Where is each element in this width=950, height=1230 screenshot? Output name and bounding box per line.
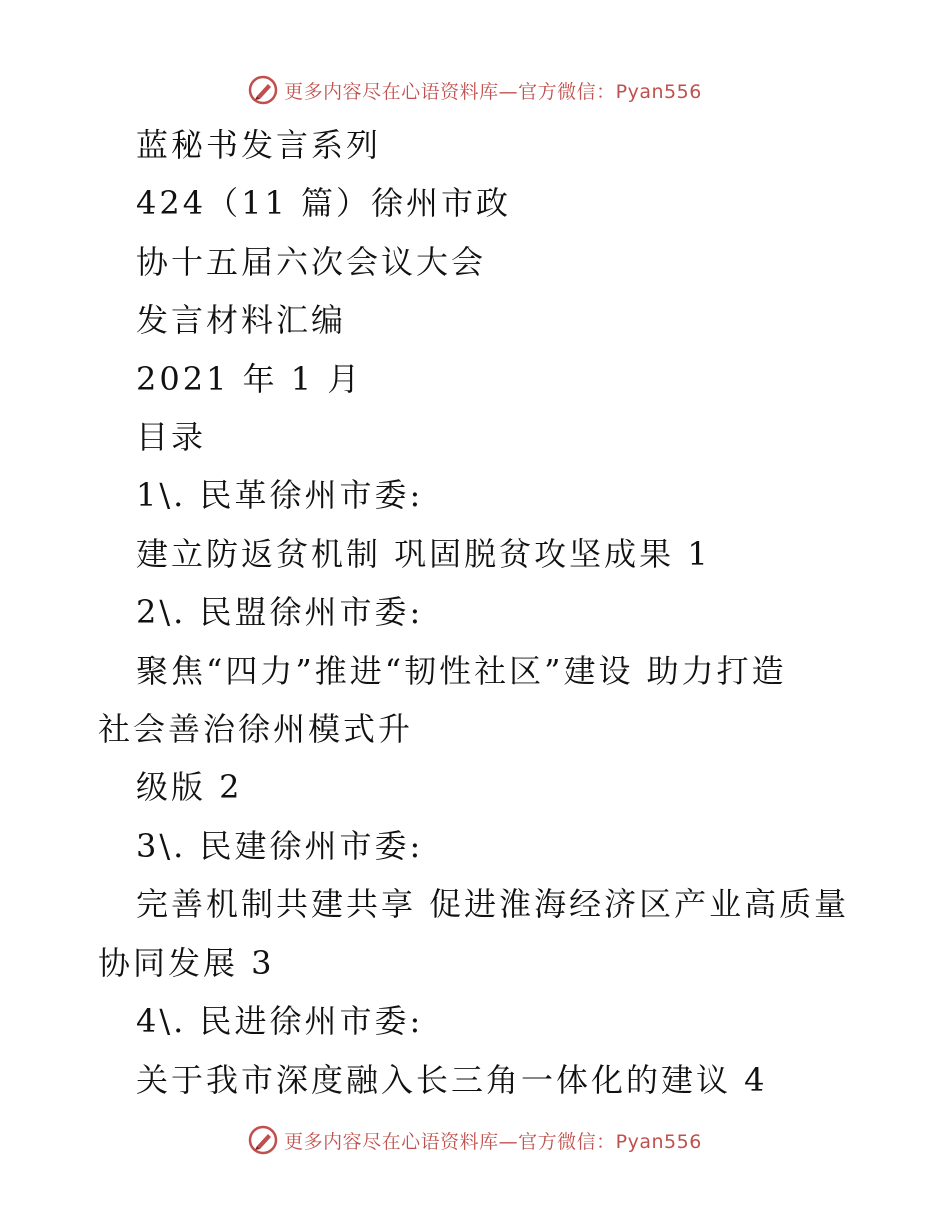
doc-title-line-3: 发言材料汇编 — [136, 301, 347, 340]
toc-item-2-title-part-1: 聚焦“四力”推进“韧性社区”建设 助力打造 — [136, 651, 787, 690]
toc-item-4-author: 4\. 民进徐州市委: — [136, 1002, 424, 1041]
doc-title-line-1: 424（11 篇）徐州市政 — [136, 184, 511, 223]
pen-logo-icon — [248, 75, 278, 105]
watermark-text: 更多内容尽在心语资料库—官方微信：Pyan556 — [284, 1130, 702, 1153]
toc-item-4-title: 关于我市深度融入长三角一体化的建议 4 — [136, 1060, 768, 1099]
toc-item-1-title: 建立防返贫机制 巩固脱贫攻坚成果 1 — [136, 534, 711, 573]
toc-item-3-author: 3\. 民建徐州市委: — [136, 826, 424, 865]
doc-date: 2021 年 1 月 — [136, 359, 363, 398]
document-body — [98, 116, 858, 1109]
doc-series-title: 蓝秘书发言系列 — [136, 126, 382, 164]
pen-logo-icon — [248, 1125, 278, 1155]
watermark-text: 更多内容尽在心语资料库—官方微信：Pyan556 — [284, 80, 702, 103]
toc-item-1-author: 1\. 民革徐州市委: — [136, 476, 424, 515]
toc-item-2-author: 2\. 民盟徐州市委: — [136, 593, 424, 632]
footer-watermark — [0, 1120, 950, 1160]
toc-item-3-title-part-1: 完善机制共建共享 促进淮海经济区产业高质量 — [136, 885, 850, 924]
toc-item-3-title-part-2: 协同发展 3 — [98, 943, 275, 982]
toc-item-2-title-part-3: 级版 2 — [136, 768, 243, 807]
toc-heading: 目录 — [136, 418, 207, 457]
doc-title-line-2: 协十五届六次会议大会 — [136, 242, 487, 281]
toc-item-2-title-part-2: 社会善治徐州模式升 — [98, 710, 414, 749]
header-watermark — [0, 70, 950, 110]
